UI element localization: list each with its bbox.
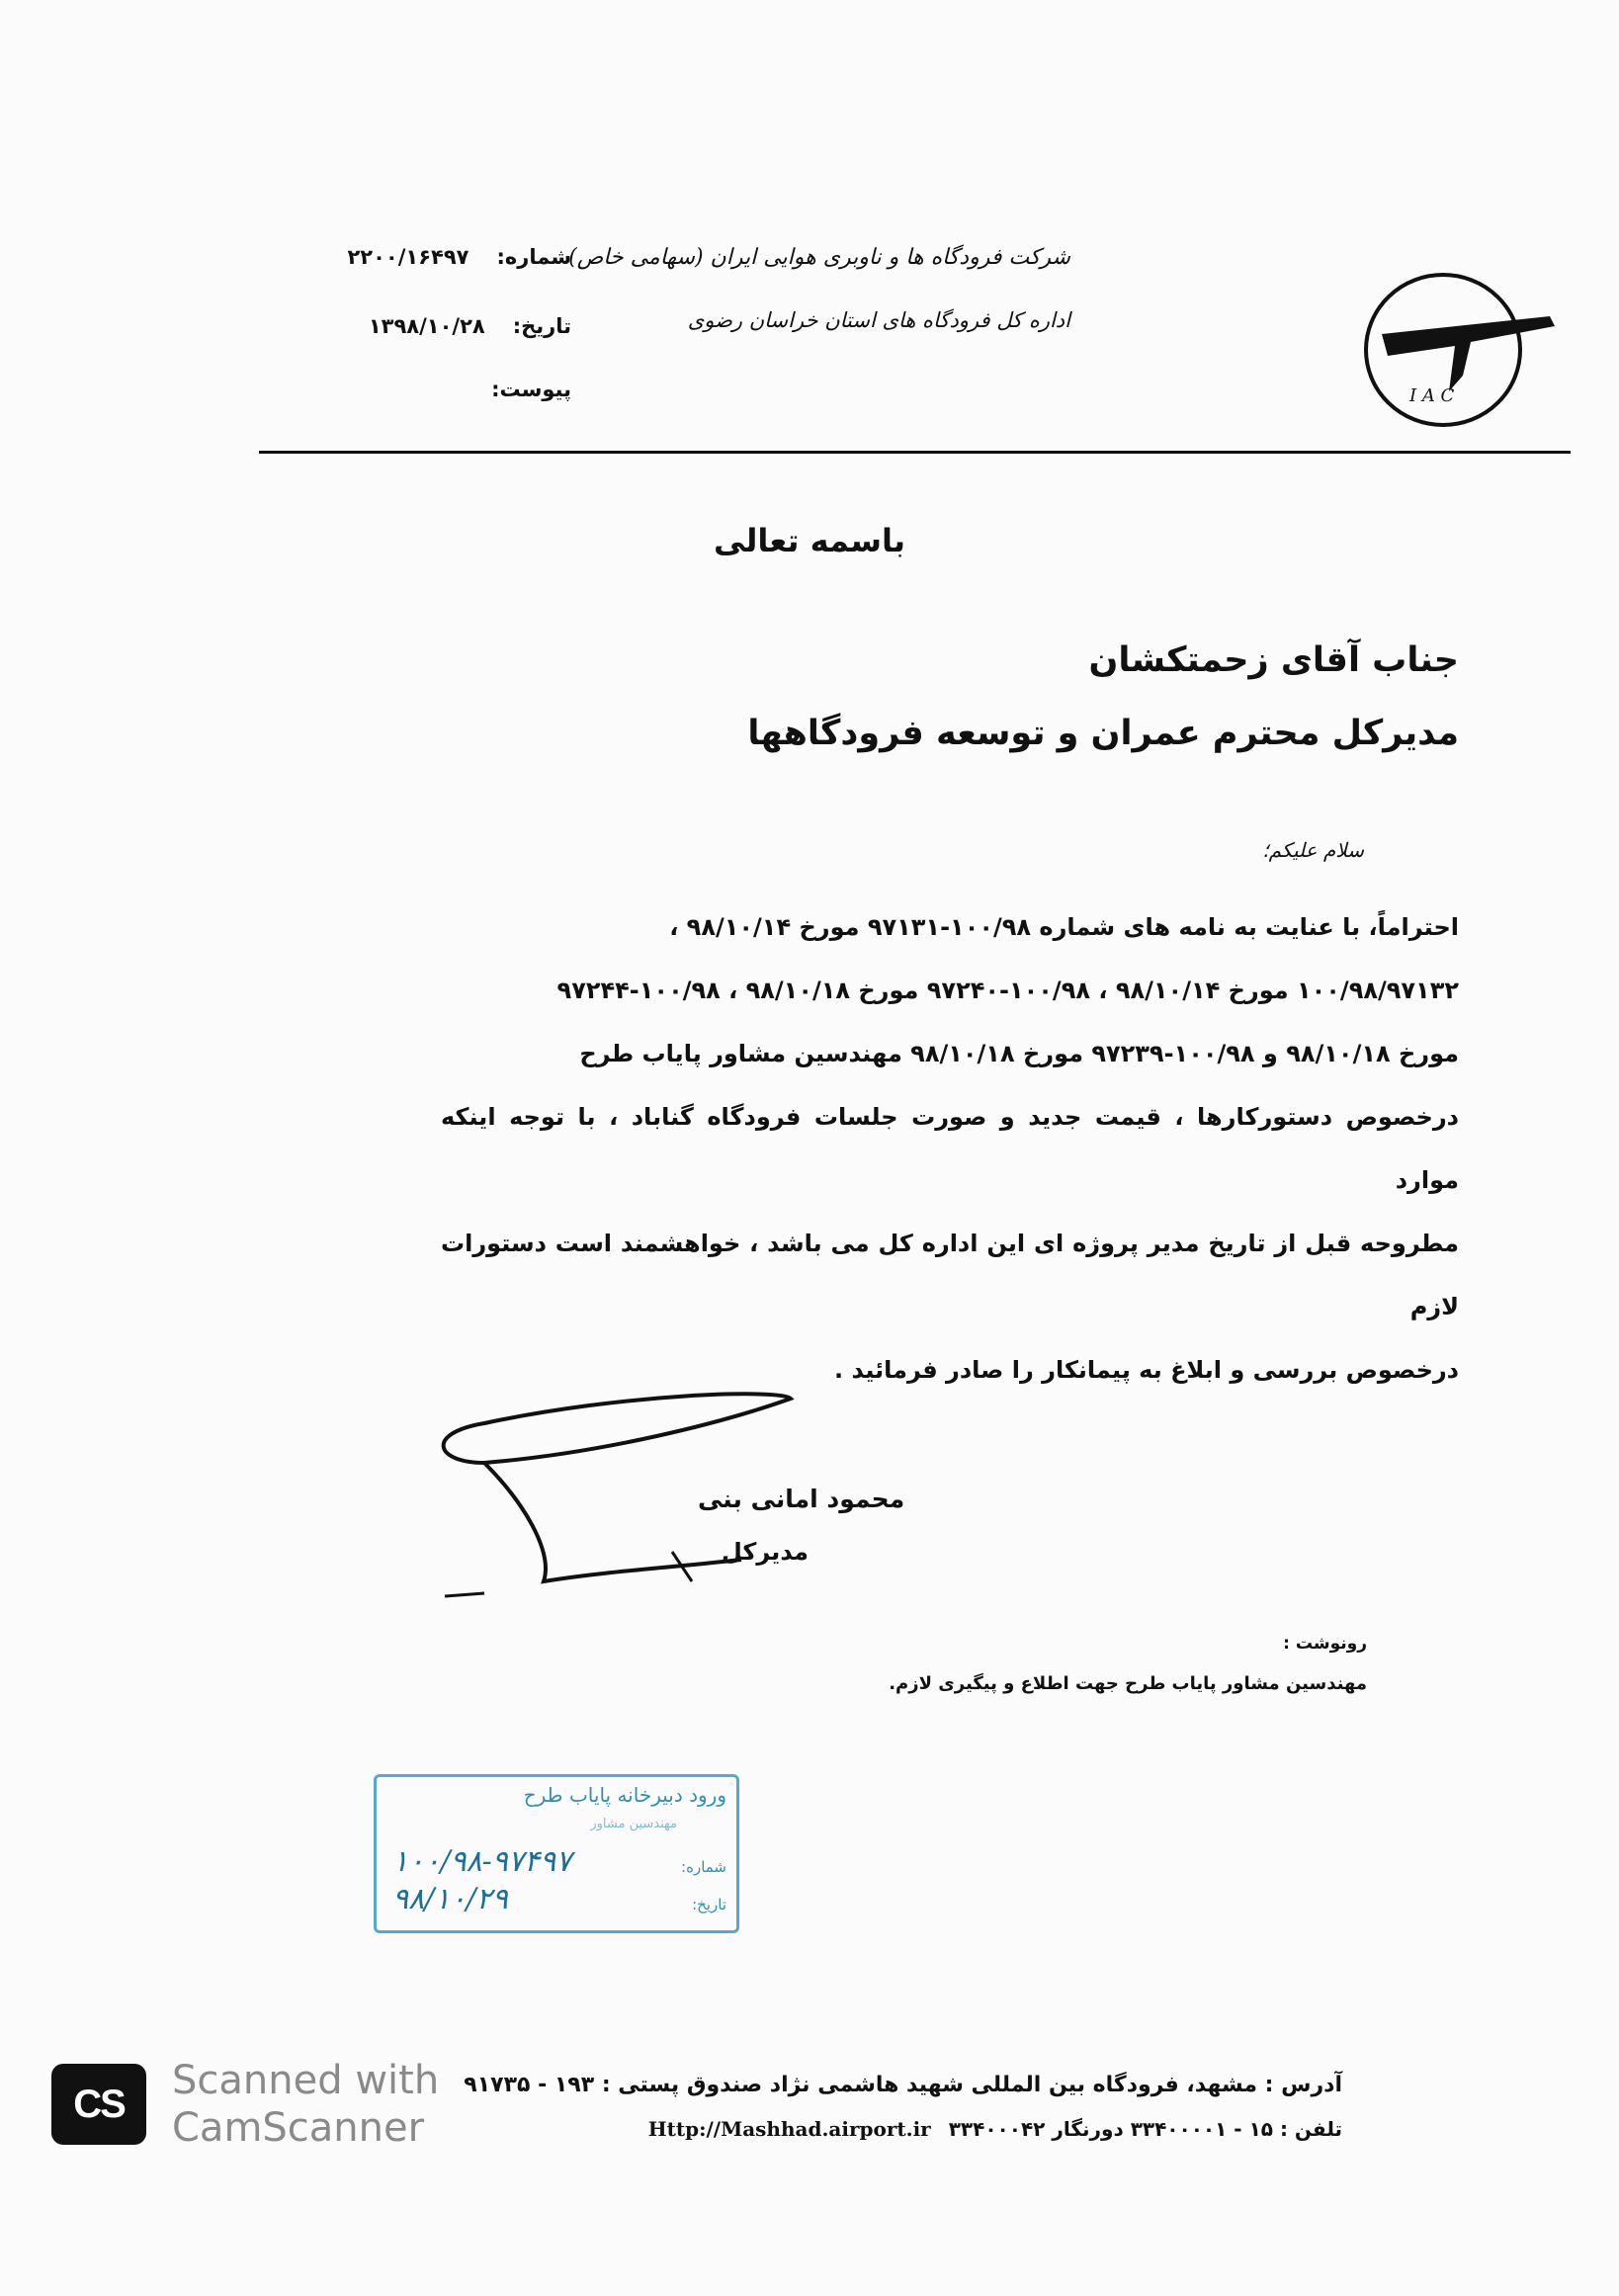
camscanner-badge-text: CS xyxy=(73,2083,125,2126)
body-line: ۱۰۰/۹۸/۹۷۱۳۲ مورخ ۹۸/۱۰/۱۴ ، ۱۰۰/۹۸-۹۷۲۴۰ مورخ ۹۸/۱۰/۱۸ ، ۱۰۰/۹۸-۹۷۲۴۴ xyxy=(556,977,1459,1004)
cc-label: رونوشت : xyxy=(1283,1634,1367,1654)
header-divider xyxy=(259,451,1571,454)
stamp-number-value: ۱۰۰/۹۸-۹۷۴۹۷ xyxy=(392,1844,572,1879)
recipient-line1: جناب آقای زحمتکشان xyxy=(1088,640,1459,680)
date-label: تاریخ: xyxy=(512,314,571,338)
signatory-title: مدیرکل xyxy=(722,1538,810,1566)
greeting: سلام علیکم؛ xyxy=(1262,838,1364,862)
footer-website: Http://Mashhad.airport.ir xyxy=(647,2117,931,2141)
stamp-date-value: ۹۸/۱۰/۲۹ xyxy=(392,1882,508,1916)
watermark-line2: CamScanner xyxy=(172,2105,425,2151)
salutation: باسمه تعالی xyxy=(714,522,905,559)
stamp-subtitle: مهندسین مشاور xyxy=(590,1817,677,1831)
stamp-date-label: تاریخ: xyxy=(692,1896,726,1913)
number-label: شماره: xyxy=(496,245,571,269)
org-logo xyxy=(1352,265,1570,433)
attachment-row xyxy=(491,378,571,401)
body-line: درخصوص بررسی و ابلاغ به پیمانکار را صادر فرمائید . xyxy=(834,1356,1459,1384)
footer-phone: تلفن : ۱۵ - ۳۳۴۰۰۰۰۱ دورنگار ۳۳۴۰۰۰۴۲ xyxy=(948,2117,1342,2141)
signatory-name: محمود امانی بنی xyxy=(698,1485,905,1513)
logo-text: I A C xyxy=(1409,385,1455,406)
body-line: مورخ ۹۸/۱۰/۱۸ و ۱۰۰/۹۸-۹۷۲۳۹ مورخ ۹۸/۱۰/۱۸ مهندسین مشاور پایاب طرح xyxy=(579,1040,1459,1067)
stamp-number-label: شماره: xyxy=(681,1858,726,1876)
body-line: مطروحه قبل از تاریخ مدیر پروژه ای این اداره کل می باشد ، خواهشمند است دستورات لازم xyxy=(441,1230,1459,1320)
footer-address: آدرس : مشهد، فرودگاه بین المللی شهید هاشمی نژاد صندوق پستی : ۱۹۳ - ۹۱۷۳۵ xyxy=(464,2073,1342,2097)
cc-text: مهندسین مشاور پایاب طرح جهت اطلاع و پیگیری لازم. xyxy=(889,1673,1367,1694)
camscanner-badge xyxy=(51,2064,146,2145)
footer-contact xyxy=(648,2117,1342,2141)
letter-body xyxy=(441,895,1459,1402)
letter-number-row xyxy=(347,245,571,269)
recipient-line2: مدیرکل محترم عمران و توسعه فرودگاهها xyxy=(747,714,1459,753)
number-value: ۲۲۰۰/۱۶۴۹۷ xyxy=(347,245,469,269)
letter-date-row xyxy=(369,314,571,338)
watermark-line1: Scanned with xyxy=(172,2058,440,2103)
attachment-label: پیوست: xyxy=(491,378,571,401)
body-line: درخصوص دستورکارها ، قیمت جدید و صورت جلسات فرودگاه گناباد ، با توجه اینکه موارد xyxy=(441,1103,1459,1194)
body-line: احتراماً، با عنایت به نامه های شماره ۱۰۰/۹۸-۹۷۱۳۱ مورخ ۹۸/۱۰/۱۴ ، xyxy=(669,913,1459,941)
org-name-line2: اداره کل فرودگاه های استان خراسان رضوی xyxy=(687,308,1070,332)
date-value: ۱۳۹۸/۱۰/۲۸ xyxy=(368,314,485,338)
receipt-stamp xyxy=(374,1774,739,1933)
org-name-line1: شرکت فرودگاه ها و ناوبری هوایی ایران (سهامی خاص) xyxy=(568,245,1070,270)
stamp-title: ورود دبیرخانه پایاب طرح xyxy=(523,1783,726,1807)
